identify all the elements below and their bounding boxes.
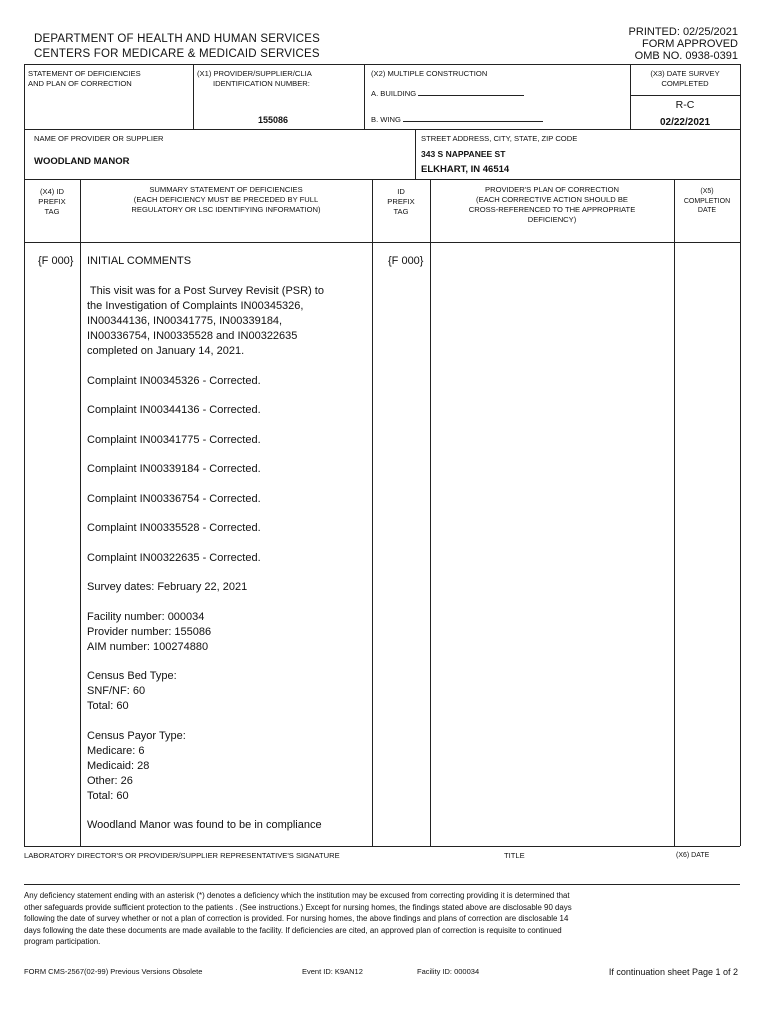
statement-label-2: AND PLAN OF CORRECTION <box>28 79 132 88</box>
left-border <box>24 64 25 846</box>
x1-label-2: IDENTIFICATION NUMBER: <box>213 79 310 88</box>
x3-code: R-C <box>675 99 695 111</box>
x1-label-1: (X1) PROVIDER/SUPPLIER/CLIA <box>197 69 312 78</box>
tag-left: {F 000} <box>38 255 74 267</box>
x2-label: (X2) MULTIPLE CONSTRUCTION <box>371 69 488 78</box>
survey-dates: Survey dates: February 22, 2021 <box>87 581 248 593</box>
complaint-line: Complaint IN00336754 - Corrected. <box>87 492 261 505</box>
complaint-line: Complaint IN00335528 - Corrected. <box>87 522 261 534</box>
building-blank <box>418 87 524 96</box>
complaint-line: Complaint IN00341775 - Corrected. <box>87 433 261 446</box>
x3-date: 02/22/2021 <box>659 117 711 128</box>
initial-comments-heading: INITIAL COMMENTS <box>87 255 192 267</box>
event-id: Event ID: K9AN12 <box>302 967 363 976</box>
content-bottom-border <box>24 846 740 847</box>
columns-top-border <box>24 179 740 180</box>
wing-label: B. WING <box>371 113 543 125</box>
facility-block: Facility number: 000034 Provider number: 155086 AIM number: 100274880 <box>87 610 212 653</box>
x3-label-2: COMPLETED <box>661 79 709 88</box>
title-label: TITLE <box>504 851 525 860</box>
disclaimer: Any deficiency statement ending with an asterisk (*) denotes a deficiency which the institution may be excused from correcting providing it is determined that other safeguards provide sufficient protection to the patients . (See instructions.) Except for nursing homes, the findings stated above are disclosable 90 days following the date of survey whether or not a plan of correction is provided. For nursing homes, the above findings and plans of correction are disclosable 14 days following the date these documents are made available to the facility. If deficiencies are cited, an approved plan of correction is requisite to continued program participation. <box>24 891 572 947</box>
census-payor-block: Census Payor Type: Medicare: 6 Medicaid: 28 Other: 26 Total: 60 <box>87 729 186 802</box>
form-approved: FORM APPROVED <box>642 38 738 50</box>
summary-header: SUMMARY STATEMENT OF DEFICIENCIES (EACH DEFICIENCY MUST BE PRECEDED BY FULL REGULATORY OR LSC IDENTIFYING INFORMATION) <box>131 185 321 214</box>
provider-name-label: NAME OF PROVIDER OR SUPPLIER <box>34 134 164 143</box>
statement-label-1: STATEMENT OF DEFICIENCIES <box>28 69 141 78</box>
printed-date: PRINTED: 02/25/2021 <box>628 26 738 38</box>
x5-header: (X5) COMPLETION DATE <box>683 188 731 214</box>
right-border <box>740 64 741 846</box>
facility-id: Facility ID: 000034 <box>417 967 480 976</box>
complaint-line: Complaint IN00344136 - Corrected. <box>87 404 261 416</box>
id-header: ID PREFIX TAG <box>387 187 415 216</box>
top-border <box>24 64 740 65</box>
summary-content <box>87 254 369 833</box>
continuation-page: If continuation sheet Page 1 of 2 <box>608 967 738 977</box>
provider-street: 343 S NAPPANEE ST <box>421 149 506 159</box>
building-label: A. BUILDING <box>371 87 524 99</box>
provider-city: ELKHART, IN 46514 <box>421 164 510 175</box>
tag-right: {F 000} <box>388 255 424 267</box>
form-number: FORM CMS-2567(02-99) Previous Versions Obsolete <box>24 967 203 976</box>
complaint-line: Complaint IN00322635 - Corrected. <box>87 551 261 564</box>
x4-header: (X4) ID PREFIX TAG <box>38 187 66 216</box>
x6-date-label: (X6) DATE <box>676 852 710 859</box>
complaint-line: Complaint IN00345326 - Corrected. <box>87 374 261 387</box>
department-title: DEPARTMENT OF HEALTH AND HUMAN SERVICES <box>34 33 320 45</box>
address-label: STREET ADDRESS, CITY, STATE, ZIP CODE <box>421 134 578 143</box>
provider-top-border <box>24 129 740 130</box>
intro-paragraph: This visit was for a Post Survey Revisit (PSR) to the Investigation of Complaints IN00345326, IN00344136, IN00341775, IN00339184, IN00336754, IN00335528 and IN00322635 completed on January 14, 2021. <box>87 285 324 357</box>
x3-label-1: (X3) DATE SURVEY <box>650 69 720 78</box>
complaint-line: Complaint IN00339184 - Corrected. <box>87 463 261 475</box>
census-bed-block: Census Bed Type: SNF/NF: 60 Total: 60 <box>87 670 177 712</box>
provider-name: WOODLAND MANOR <box>34 156 130 167</box>
omb-number: OMB NO. 0938-0391 <box>634 50 738 62</box>
compliance-line: Woodland Manor was found to be in compliance <box>87 819 322 831</box>
plan-header: PROVIDER'S PLAN OF CORRECTION (EACH CORRECTIVE ACTION SHOULD BE CROSS-REFERENCED TO THE APPROPRIATE DEFICIENCY) <box>468 185 636 224</box>
signature-label: LABORATORY DIRECTOR'S OR PROVIDER/SUPPLIER REPRESENTATIVE'S SIGNATURE <box>24 851 340 860</box>
content-top-border <box>24 242 740 243</box>
centers-title: CENTERS FOR MEDICARE & MEDICAID SERVICES <box>34 48 320 60</box>
provider-id: 155086 <box>258 115 289 125</box>
signature-bottom-border <box>24 884 740 885</box>
wing-blank <box>403 113 543 122</box>
